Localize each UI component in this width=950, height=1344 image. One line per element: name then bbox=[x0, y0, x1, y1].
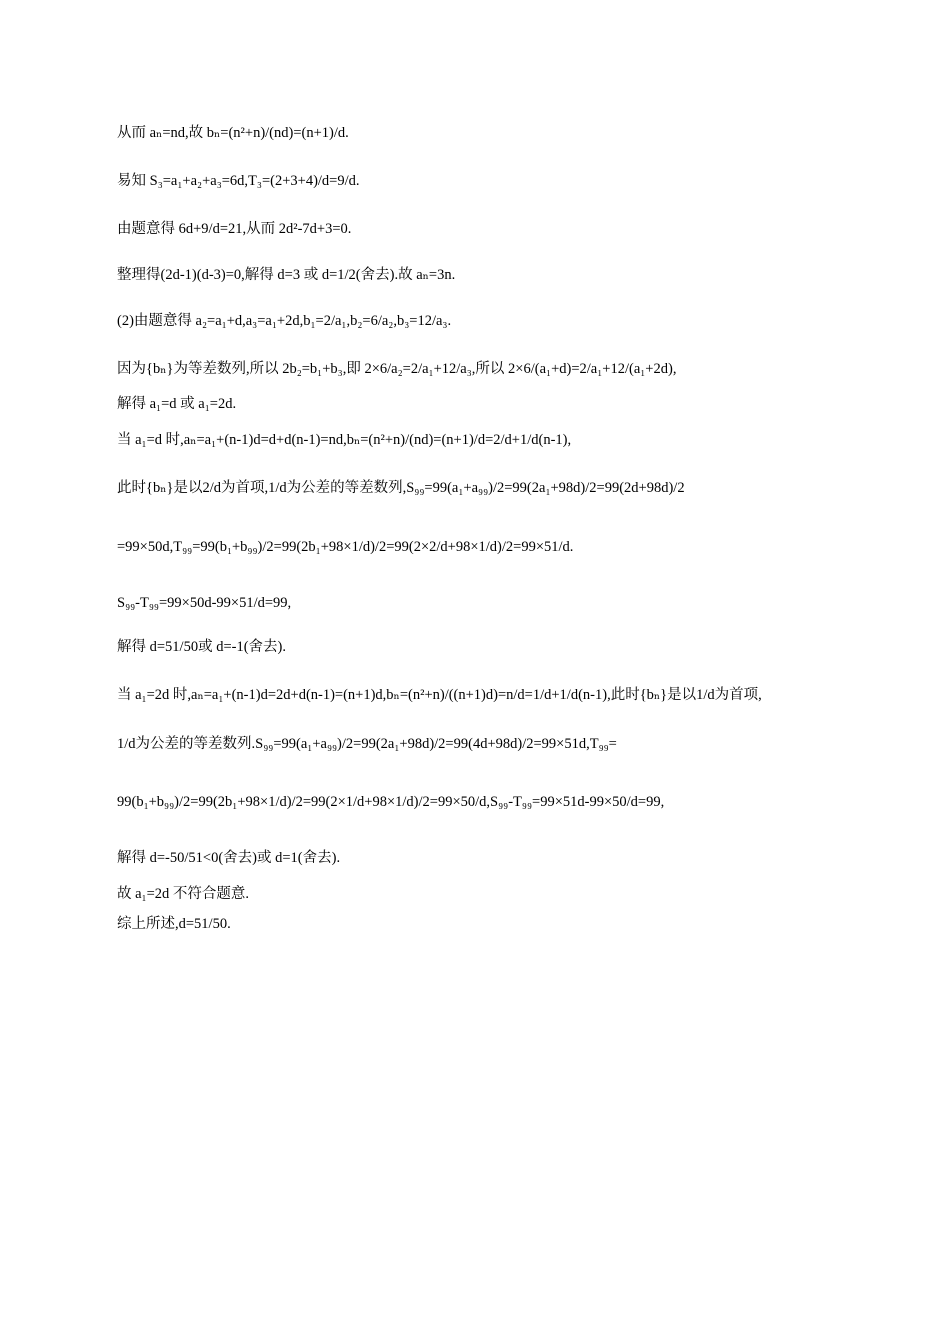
line-14-text: 1/d为公差的等差数列.S₉₉=99(a₁+a₉₉)/2=99(2a₁+98d)/2=99(4d+98d)/2=99×51d,T₉₉= bbox=[117, 736, 617, 752]
line-5-text: (2)由题意得 a₂=a₁+d,a₃=a₁+2d,b₁=2/a₁,b₂=6/a₂,b₃=12/a₃. bbox=[117, 313, 452, 329]
solution-line-2 bbox=[117, 174, 837, 198]
solution-line-4 bbox=[117, 268, 837, 292]
line-2-text: 易知 S₃=a₁+a₂+a₃=6d,T₃=(2+3+4)/d=9/d. bbox=[117, 173, 360, 189]
solution-line-8 bbox=[117, 433, 837, 457]
solution-line-16 bbox=[117, 851, 837, 875]
line-11-text: S₉₉-T₉₉=99×50d-99×51/d=99, bbox=[117, 595, 292, 611]
solution-line-11 bbox=[117, 596, 837, 620]
solution-line-7 bbox=[117, 397, 837, 421]
solution-line-14 bbox=[117, 737, 837, 761]
solution-line-1 bbox=[117, 126, 837, 150]
line-8-text: 当 a₁=d 时,aₙ=a₁+(n-1)d=d+d(n-1)=nd,bₙ=(n²+n)/(nd)=(n+1)/d=2/d+1/d(n-1), bbox=[117, 432, 572, 448]
line-16-text: 解得 d=-50/51<0(舍去)或 d=1(舍去). bbox=[117, 850, 341, 866]
solution-line-12 bbox=[117, 640, 837, 664]
line-12-text: 解得 d=51/50或 d=-1(舍去). bbox=[117, 639, 286, 655]
line-9-text: 此时{bₙ}是以2/d为首项,1/d为公差的等差数列,S₉₉=99(a₁+a₉₉)/2=99(2a₁+98d)/2=99(2d+98d)/2 bbox=[117, 480, 685, 496]
solution-line-17 bbox=[117, 887, 837, 911]
line-1-text: 从而 aₙ=nd,故 bₙ=(n²+n)/(nd)=(n+1)/d. bbox=[117, 125, 349, 141]
solution-line-6 bbox=[117, 362, 837, 386]
line-13-text: 当 a₁=2d 时,aₙ=a₁+(n-1)d=2d+d(n-1)=(n+1)d,bₙ=(n²+n)/((n+1)d)=n/d=1/d+1/d(n-1),此时{bₙ}是以1/d为首项, bbox=[117, 687, 762, 703]
solution-line-13 bbox=[117, 688, 837, 712]
line-18-text: 综上所述,d=51/50. bbox=[117, 916, 231, 932]
line-10-text: =99×50d,T₉₉=99(b₁+b₉₉)/2=99(2b₁+98×1/d)/2=99(2×2/d+98×1/d)/2=99×51/d. bbox=[117, 539, 574, 555]
solution-line-3 bbox=[117, 222, 837, 246]
solution-line-15 bbox=[117, 795, 837, 819]
solution-line-5 bbox=[117, 314, 837, 338]
line-7-text: 解得 a₁=d 或 a₁=2d. bbox=[117, 396, 237, 412]
solution-line-10 bbox=[117, 540, 837, 564]
solution-line-9 bbox=[117, 481, 837, 505]
line-6-text: 因为{bₙ}为等差数列,所以 2b₂=b₁+b₃,即 2×6/a₂=2/a₁+12/a₃,所以 2×6/(a₁+d)=2/a₁+12/(a₁+2d), bbox=[117, 361, 677, 377]
line-3-text: 由题意得 6d+9/d=21,从而 2d²-7d+3=0. bbox=[117, 221, 352, 237]
line-15-text: 99(b₁+b₉₉)/2=99(2b₁+98×1/d)/2=99(2×1/d+98×1/d)/2=99×50/d,S₉₉-T₉₉=99×51d-99×50/d=99, bbox=[117, 794, 665, 810]
line-4-text: 整理得(2d-1)(d-3)=0,解得 d=3 或 d=1/2(舍去).故 aₙ=3n. bbox=[117, 267, 456, 283]
line-17-text: 故 a₁=2d 不符合题意. bbox=[117, 886, 250, 902]
solution-line-18 bbox=[117, 917, 837, 941]
